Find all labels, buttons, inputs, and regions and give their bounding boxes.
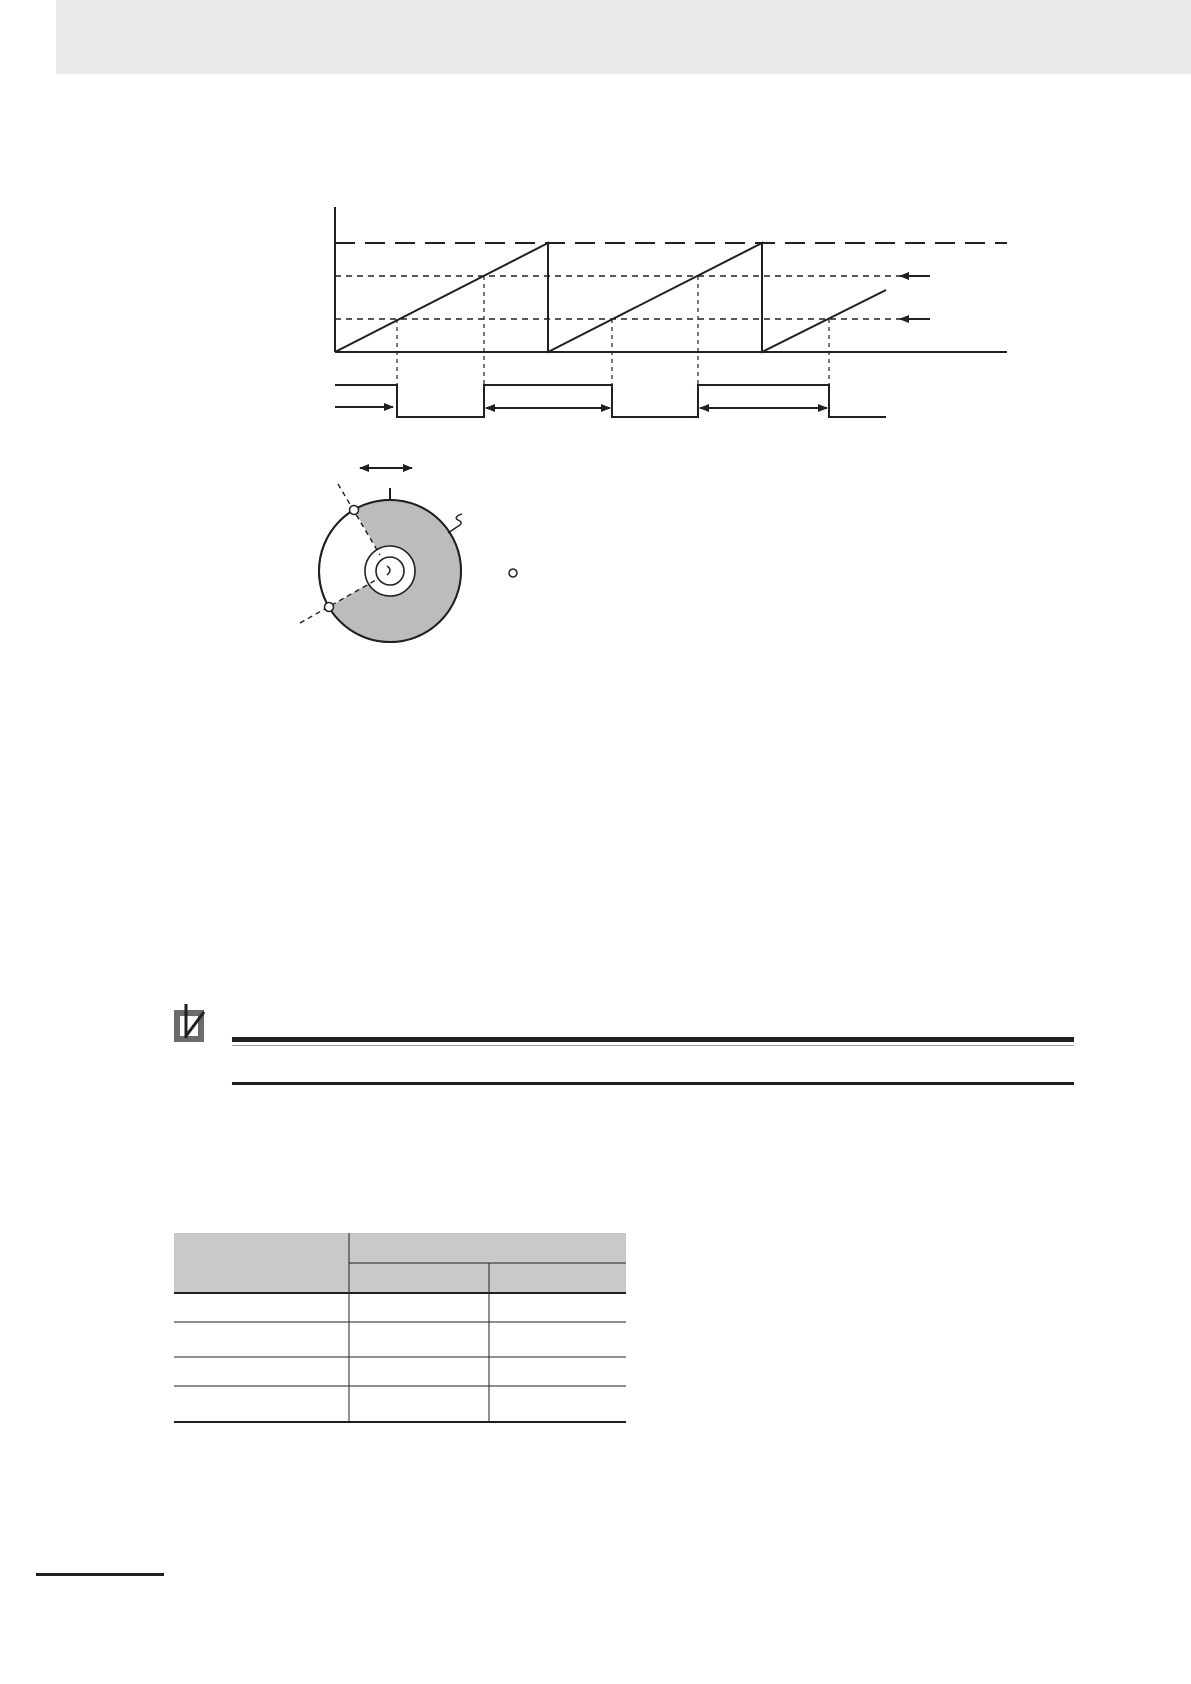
output-pulse-signal bbox=[335, 385, 886, 417]
note-top-thin-rule bbox=[232, 1045, 1074, 1046]
start-angle-marker bbox=[350, 506, 359, 515]
table-header-sub-cell-2 bbox=[489, 1263, 626, 1293]
rotary-cam-diagram bbox=[300, 468, 517, 642]
table-header-sub-cell-1 bbox=[349, 1263, 489, 1293]
table-header-group-cell bbox=[349, 1233, 626, 1263]
legend-bullet bbox=[509, 569, 517, 577]
note-top-rule bbox=[232, 1037, 1074, 1042]
end-angle-marker bbox=[325, 603, 334, 612]
precautions-icon bbox=[174, 1004, 204, 1042]
sector-leader-line bbox=[448, 514, 462, 533]
sawtooth-ramp-signal bbox=[335, 243, 886, 352]
timing-diagram bbox=[335, 207, 1007, 417]
data-table bbox=[174, 1233, 626, 1422]
table-header-left-cell bbox=[174, 1233, 349, 1293]
note-bottom-rule bbox=[232, 1082, 1074, 1085]
footer-rule bbox=[36, 1573, 164, 1576]
precautions-note bbox=[174, 1004, 1074, 1085]
